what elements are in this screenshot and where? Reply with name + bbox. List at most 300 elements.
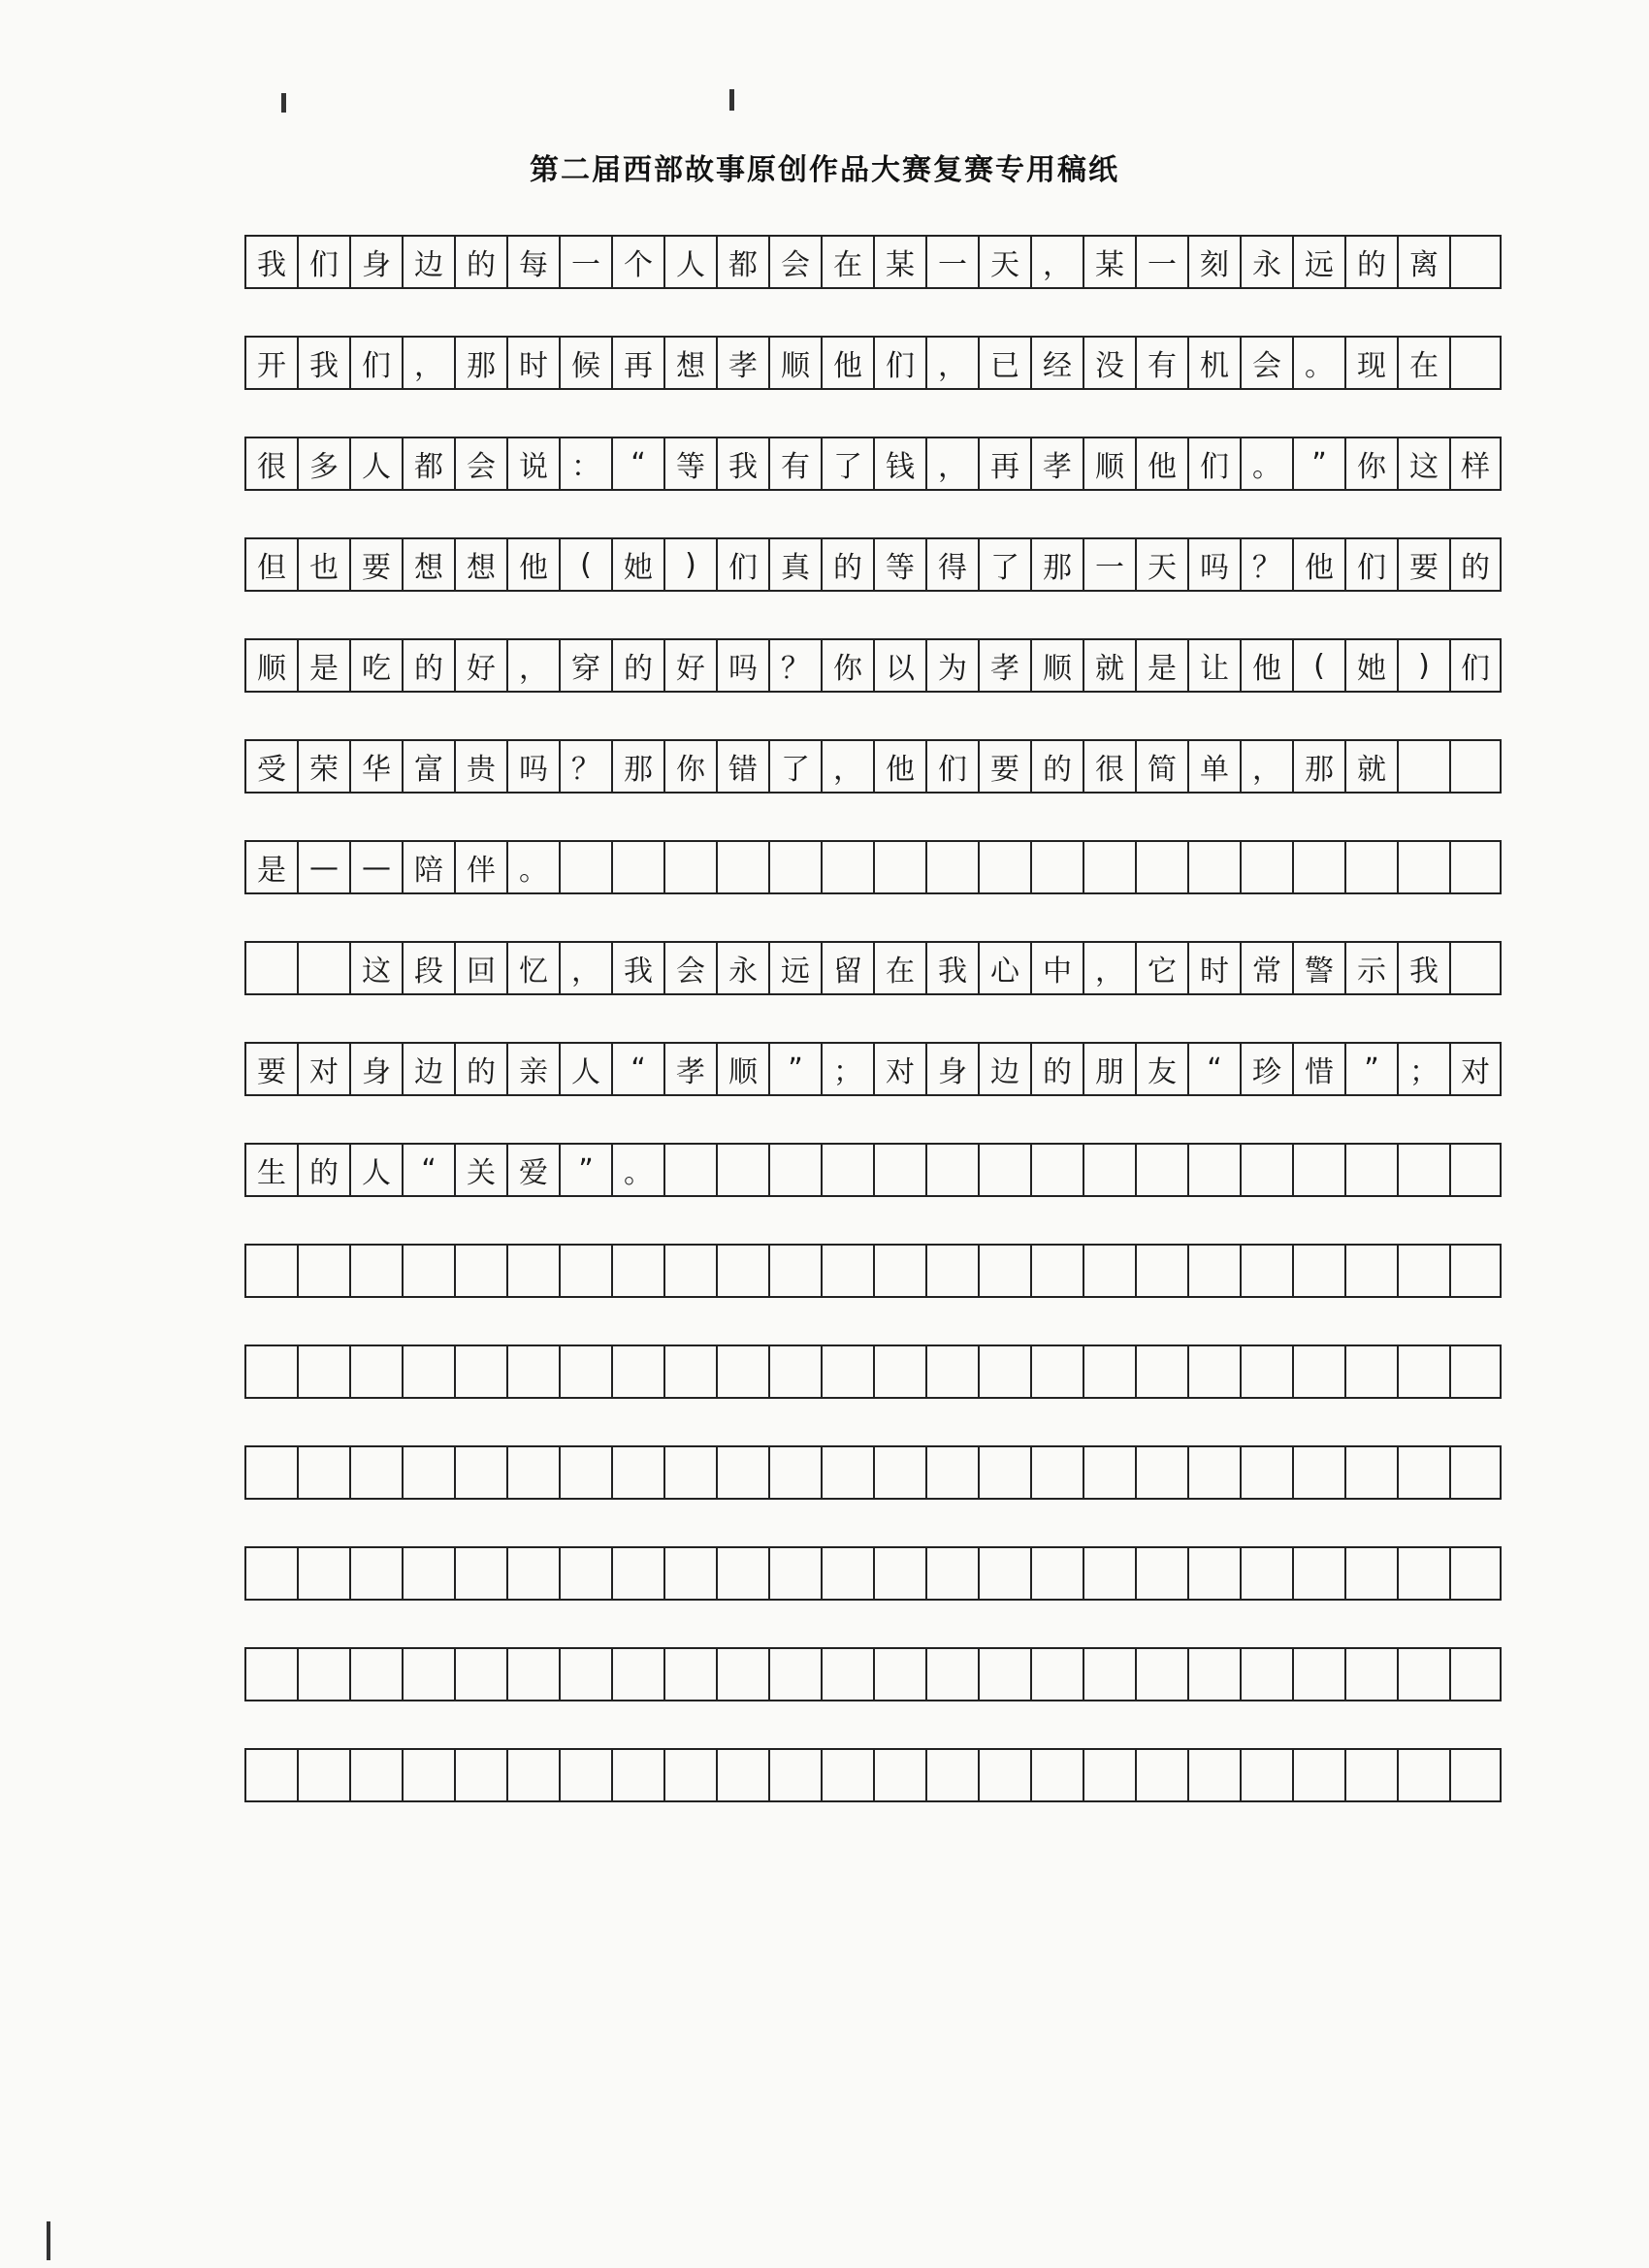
grid-row <box>244 235 1502 289</box>
grid-cell <box>1344 842 1397 892</box>
grid-cell <box>402 1649 454 1700</box>
grid-cell: 心 <box>978 943 1030 993</box>
grid-cell <box>873 1649 925 1700</box>
grid-cell <box>559 1447 611 1498</box>
grid-cell: 某 <box>873 237 925 287</box>
grid-cell <box>663 1750 716 1800</box>
grid-cell <box>768 1346 821 1397</box>
grid-cell: 想 <box>454 539 506 590</box>
grid-cell <box>1083 1246 1135 1296</box>
grid-cell <box>1187 842 1240 892</box>
grid-cell: ： <box>559 438 611 489</box>
grid-cell: 孝 <box>1030 438 1083 489</box>
grid-cell <box>925 1346 978 1397</box>
grid-cell: 了 <box>978 539 1030 590</box>
grid-cell <box>873 1548 925 1599</box>
grid-cell <box>1030 1649 1083 1700</box>
grid-cell: 现 <box>1344 338 1397 388</box>
grid-cell <box>1397 842 1449 892</box>
grid-row <box>244 739 1502 794</box>
grid-row <box>244 537 1502 592</box>
grid-cell <box>663 1649 716 1700</box>
grid-cell <box>1397 1246 1449 1296</box>
grid-cell <box>244 1447 297 1498</box>
grid-cell: ， <box>402 338 454 388</box>
grid-cell <box>1187 1346 1240 1397</box>
grid-cell <box>244 1246 297 1296</box>
grid-cell: 但 <box>244 539 297 590</box>
grid-cell: 顺 <box>1030 640 1083 691</box>
grid-cell: 那 <box>611 741 663 792</box>
grid-cell: 富 <box>402 741 454 792</box>
grid-cell: 边 <box>978 1044 1030 1094</box>
grid-cell <box>663 1346 716 1397</box>
grid-cell <box>925 1750 978 1800</box>
grid-cell: 吗 <box>716 640 768 691</box>
grid-cell <box>1292 1145 1344 1195</box>
grid-cell: 边 <box>402 1044 454 1094</box>
grid-cell: 吗 <box>506 741 559 792</box>
grid-cell <box>821 842 873 892</box>
grid-row <box>244 1042 1502 1096</box>
grid-cell: 真 <box>768 539 821 590</box>
grid-cell <box>506 1447 559 1498</box>
grid-cell: 说 <box>506 438 559 489</box>
grid-cell <box>1240 1649 1292 1700</box>
grid-cell <box>873 1750 925 1800</box>
grid-cell: 身 <box>925 1044 978 1094</box>
grid-cell <box>349 1346 402 1397</box>
grid-cell: 亲 <box>506 1044 559 1094</box>
grid-cell: 机 <box>1187 338 1240 388</box>
grid-cell <box>768 1649 821 1700</box>
grid-cell <box>716 1145 768 1195</box>
grid-cell: 的 <box>454 237 506 287</box>
grid-cell: 会 <box>768 237 821 287</box>
grid-cell: 身 <box>349 237 402 287</box>
grid-cell: 受 <box>244 741 297 792</box>
grid-cell <box>297 1750 349 1800</box>
grid-cell <box>506 1750 559 1800</box>
grid-cell <box>1292 1246 1344 1296</box>
grid-cell <box>1083 1346 1135 1397</box>
grid-cell: 他 <box>1135 438 1187 489</box>
grid-cell <box>1083 842 1135 892</box>
grid-cell: 我 <box>925 943 978 993</box>
grid-cell <box>1449 1750 1502 1800</box>
grid-cell: 人 <box>349 1145 402 1195</box>
grid-cell: — <box>297 842 349 892</box>
manuscript-grid <box>244 235 1502 1849</box>
grid-cell <box>506 1649 559 1700</box>
grid-cell <box>297 1246 349 1296</box>
grid-cell <box>402 1346 454 1397</box>
grid-cell: 们 <box>1187 438 1240 489</box>
grid-cell: “ <box>611 438 663 489</box>
grid-cell <box>1135 1750 1187 1800</box>
grid-cell: 要 <box>1397 539 1449 590</box>
scan-mark <box>729 89 734 111</box>
grid-cell: 一 <box>1083 539 1135 590</box>
grid-cell: 爱 <box>506 1145 559 1195</box>
grid-cell: 的 <box>297 1145 349 1195</box>
grid-cell <box>1344 1346 1397 1397</box>
grid-cell: 警 <box>1292 943 1344 993</box>
grid-cell <box>925 1246 978 1296</box>
grid-cell: 天 <box>978 237 1030 287</box>
grid-cell: 示 <box>1344 943 1397 993</box>
grid-cell: 珍 <box>1240 1044 1292 1094</box>
grid-cell: “ <box>402 1145 454 1195</box>
grid-cell: 他 <box>1292 539 1344 590</box>
grid-cell <box>244 1649 297 1700</box>
grid-cell: 错 <box>716 741 768 792</box>
grid-cell <box>1083 1649 1135 1700</box>
grid-cell: 会 <box>454 438 506 489</box>
grid-cell: 身 <box>349 1044 402 1094</box>
grid-cell <box>1030 1548 1083 1599</box>
grid-cell: 们 <box>716 539 768 590</box>
grid-cell: “ <box>611 1044 663 1094</box>
grid-row <box>244 1647 1502 1701</box>
grid-cell: 顺 <box>244 640 297 691</box>
grid-cell <box>1292 1346 1344 1397</box>
grid-cell: 对 <box>873 1044 925 1094</box>
grid-cell <box>1135 1145 1187 1195</box>
grid-cell: 再 <box>611 338 663 388</box>
grid-cell <box>1292 1649 1344 1700</box>
grid-row <box>244 1143 1502 1197</box>
grid-cell <box>768 1548 821 1599</box>
grid-cell: 吃 <box>349 640 402 691</box>
grid-cell: 的 <box>611 640 663 691</box>
grid-cell: 有 <box>1135 338 1187 388</box>
grid-cell: 就 <box>1344 741 1397 792</box>
grid-cell: 时 <box>1187 943 1240 993</box>
grid-cell: 。 <box>1292 338 1344 388</box>
grid-cell: 是 <box>297 640 349 691</box>
grid-cell <box>1187 1447 1240 1498</box>
grid-cell <box>611 1548 663 1599</box>
grid-cell <box>559 1548 611 1599</box>
grid-cell <box>454 1649 506 1700</box>
grid-cell <box>1240 1548 1292 1599</box>
grid-cell <box>768 1145 821 1195</box>
grid-cell <box>663 1548 716 1599</box>
grid-cell: 的 <box>821 539 873 590</box>
grid-cell <box>1240 1750 1292 1800</box>
grid-cell: ， <box>1240 741 1292 792</box>
grid-cell: 得 <box>925 539 978 590</box>
grid-cell: ， <box>925 438 978 489</box>
grid-cell: 那 <box>1030 539 1083 590</box>
grid-cell: 荣 <box>297 741 349 792</box>
grid-cell: 的 <box>1030 1044 1083 1094</box>
grid-cell: 你 <box>663 741 716 792</box>
grid-cell <box>716 1649 768 1700</box>
grid-cell: ？ <box>559 741 611 792</box>
grid-row <box>244 1345 1502 1399</box>
grid-cell <box>349 1548 402 1599</box>
grid-cell: ” <box>559 1145 611 1195</box>
grid-cell <box>821 1246 873 1296</box>
grid-cell <box>873 842 925 892</box>
grid-cell <box>978 1246 1030 1296</box>
grid-cell: ， <box>559 943 611 993</box>
grid-cell <box>1292 1750 1344 1800</box>
grid-cell: 会 <box>663 943 716 993</box>
grid-cell <box>1030 842 1083 892</box>
grid-cell <box>1240 842 1292 892</box>
grid-cell: 顺 <box>768 338 821 388</box>
grid-cell: 关 <box>454 1145 506 1195</box>
grid-cell <box>506 1246 559 1296</box>
grid-cell <box>1030 1346 1083 1397</box>
grid-cell: ； <box>1397 1044 1449 1094</box>
grid-cell: 人 <box>663 237 716 287</box>
grid-cell: 想 <box>402 539 454 590</box>
grid-cell <box>1397 1145 1449 1195</box>
grid-cell <box>1344 1145 1397 1195</box>
grid-cell: 简 <box>1135 741 1187 792</box>
grid-cell: 们 <box>873 338 925 388</box>
grid-cell <box>402 1750 454 1800</box>
grid-cell <box>663 1145 716 1195</box>
grid-cell: 们 <box>349 338 402 388</box>
grid-cell: 她 <box>611 539 663 590</box>
grid-cell: ) <box>663 539 716 590</box>
grid-cell <box>244 1750 297 1800</box>
grid-cell <box>1449 943 1502 993</box>
grid-cell: ， <box>1030 237 1083 287</box>
grid-cell <box>506 1548 559 1599</box>
grid-cell <box>506 1346 559 1397</box>
grid-cell <box>925 1145 978 1195</box>
grid-cell <box>1449 1346 1502 1397</box>
grid-cell: “ <box>1187 1044 1240 1094</box>
grid-cell <box>768 1447 821 1498</box>
grid-cell <box>821 1649 873 1700</box>
grid-cell <box>1240 1246 1292 1296</box>
grid-cell: 等 <box>873 539 925 590</box>
grid-cell: 对 <box>297 1044 349 1094</box>
grid-cell: 他 <box>873 741 925 792</box>
grid-cell <box>1135 1447 1187 1498</box>
grid-cell <box>1397 741 1449 792</box>
grid-cell: 我 <box>611 943 663 993</box>
grid-cell <box>1449 338 1502 388</box>
grid-cell: 友 <box>1135 1044 1187 1094</box>
grid-cell: 的 <box>1449 539 1502 590</box>
grid-cell: 你 <box>1344 438 1397 489</box>
grid-cell: 某 <box>1083 237 1135 287</box>
grid-cell <box>873 1447 925 1498</box>
grid-cell: 。 <box>611 1145 663 1195</box>
grid-cell: 。 <box>1240 438 1292 489</box>
grid-cell: 惜 <box>1292 1044 1344 1094</box>
grid-cell <box>1449 1246 1502 1296</box>
grid-cell: ” <box>768 1044 821 1094</box>
grid-cell <box>611 1750 663 1800</box>
grid-cell <box>454 1447 506 1498</box>
grid-cell <box>716 842 768 892</box>
grid-cell <box>244 1548 297 1599</box>
grid-cell <box>768 1246 821 1296</box>
grid-cell: 要 <box>349 539 402 590</box>
grid-cell: 也 <box>297 539 349 590</box>
grid-cell <box>1135 842 1187 892</box>
grid-cell <box>925 1548 978 1599</box>
grid-cell <box>978 842 1030 892</box>
grid-cell: 的 <box>1030 741 1083 792</box>
grid-cell <box>402 1548 454 1599</box>
grid-cell <box>1240 1346 1292 1397</box>
grid-cell: 孝 <box>663 1044 716 1094</box>
grid-cell: 在 <box>1397 338 1449 388</box>
grid-cell: 都 <box>402 438 454 489</box>
grid-cell <box>297 1649 349 1700</box>
grid-cell: 伴 <box>454 842 506 892</box>
grid-cell: 离 <box>1397 237 1449 287</box>
grid-cell <box>716 1246 768 1296</box>
grid-cell <box>297 1548 349 1599</box>
grid-cell: 你 <box>821 640 873 691</box>
grid-cell <box>1397 1750 1449 1800</box>
grid-cell <box>1449 1548 1502 1599</box>
grid-cell: 忆 <box>506 943 559 993</box>
grid-row <box>244 1445 1502 1500</box>
grid-cell <box>349 1649 402 1700</box>
grid-cell: 了 <box>821 438 873 489</box>
grid-cell <box>1449 237 1502 287</box>
grid-cell <box>821 1145 873 1195</box>
grid-row <box>244 1244 1502 1298</box>
grid-cell <box>559 1649 611 1700</box>
grid-cell <box>454 1750 506 1800</box>
grid-cell <box>1449 842 1502 892</box>
grid-cell: 人 <box>349 438 402 489</box>
grid-cell: 那 <box>454 338 506 388</box>
grid-cell: 她 <box>1344 640 1397 691</box>
grid-row <box>244 1748 1502 1802</box>
grid-cell: 一 <box>925 237 978 287</box>
grid-cell: 的 <box>402 640 454 691</box>
grid-cell: 的 <box>454 1044 506 1094</box>
grid-cell <box>244 943 297 993</box>
grid-cell: 我 <box>297 338 349 388</box>
grid-cell <box>978 1750 1030 1800</box>
grid-cell: 很 <box>1083 741 1135 792</box>
grid-row <box>244 638 1502 693</box>
grid-cell <box>1135 1548 1187 1599</box>
grid-cell <box>1030 1246 1083 1296</box>
grid-cell: 经 <box>1030 338 1083 388</box>
grid-cell: ” <box>1292 438 1344 489</box>
grid-cell: ( <box>1292 640 1344 691</box>
grid-cell <box>402 1447 454 1498</box>
grid-cell <box>1344 1246 1397 1296</box>
grid-cell: 好 <box>454 640 506 691</box>
grid-cell: 这 <box>1397 438 1449 489</box>
grid-cell <box>1030 1145 1083 1195</box>
grid-cell: 有 <box>768 438 821 489</box>
grid-cell <box>821 1346 873 1397</box>
grid-cell <box>925 1447 978 1498</box>
grid-cell: 陪 <box>402 842 454 892</box>
grid-cell: 远 <box>1292 237 1344 287</box>
grid-cell: 在 <box>821 237 873 287</box>
grid-cell <box>1344 1750 1397 1800</box>
grid-cell: — <box>349 842 402 892</box>
grid-cell: 钱 <box>873 438 925 489</box>
page-title: 第二届西部故事原创作品大赛复赛专用稿纸 <box>530 153 1119 187</box>
grid-cell <box>663 1246 716 1296</box>
grid-cell <box>611 1447 663 1498</box>
grid-cell <box>611 1649 663 1700</box>
grid-cell: 们 <box>925 741 978 792</box>
grid-cell: ， <box>506 640 559 691</box>
grid-cell: 对 <box>1449 1044 1502 1094</box>
grid-cell: 开 <box>244 338 297 388</box>
grid-cell <box>454 1246 506 1296</box>
grid-cell: 的 <box>1344 237 1397 287</box>
grid-cell <box>1397 1649 1449 1700</box>
grid-cell <box>1449 1447 1502 1498</box>
grid-cell <box>873 1346 925 1397</box>
grid-cell: 以 <box>873 640 925 691</box>
grid-cell <box>978 1346 1030 1397</box>
grid-cell <box>1292 842 1344 892</box>
grid-cell: 多 <box>297 438 349 489</box>
grid-cell <box>1344 1447 1397 1498</box>
grid-cell: ？ <box>768 640 821 691</box>
grid-cell <box>1030 1750 1083 1800</box>
grid-cell <box>349 1447 402 1498</box>
grid-cell: 好 <box>663 640 716 691</box>
grid-cell: ， <box>821 741 873 792</box>
grid-cell: 回 <box>454 943 506 993</box>
grid-cell: 都 <box>716 237 768 287</box>
grid-cell: 朋 <box>1083 1044 1135 1094</box>
grid-cell <box>559 1246 611 1296</box>
grid-cell: 生 <box>244 1145 297 1195</box>
grid-row <box>244 840 1502 894</box>
grid-cell <box>1397 1447 1449 1498</box>
grid-cell <box>716 1750 768 1800</box>
grid-cell <box>559 1750 611 1800</box>
grid-cell <box>1187 1548 1240 1599</box>
grid-cell <box>821 1447 873 1498</box>
grid-cell: 已 <box>978 338 1030 388</box>
grid-cell: ( <box>559 539 611 590</box>
grid-cell <box>978 1447 1030 1498</box>
grid-cell: 我 <box>244 237 297 287</box>
grid-cell <box>1240 1447 1292 1498</box>
grid-cell: 样 <box>1449 438 1502 489</box>
grid-cell <box>978 1548 1030 1599</box>
grid-cell <box>611 842 663 892</box>
grid-cell <box>978 1145 1030 1195</box>
grid-cell: ) <box>1397 640 1449 691</box>
grid-cell: ” <box>1344 1044 1397 1094</box>
grid-cell: 刻 <box>1187 237 1240 287</box>
grid-row <box>244 336 1502 390</box>
grid-cell <box>1083 1750 1135 1800</box>
grid-cell: 边 <box>402 237 454 287</box>
grid-cell <box>1449 1145 1502 1195</box>
grid-cell <box>1187 1750 1240 1800</box>
grid-cell <box>1083 1447 1135 1498</box>
